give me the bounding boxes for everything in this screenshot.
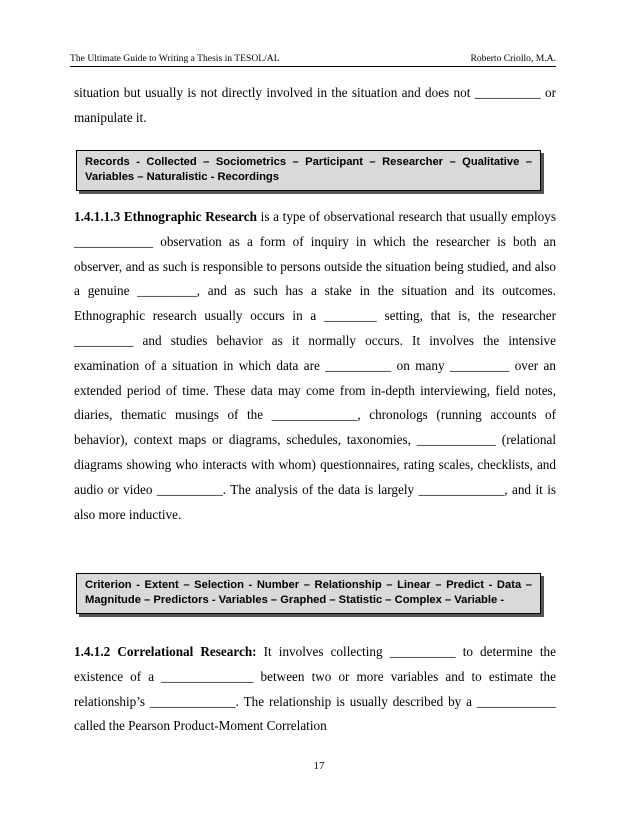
paragraph-continuation [74,81,556,131]
paragraph-text: situation but usually is not directly involved in the situation and does not __________ or manipulate it. [74,85,556,125]
header-author: Roberto Criollo, M.A. [470,53,556,64]
ethnographic-research-section [74,205,556,527]
word-bank-text: Records - Collected – Sociometrics – Participant – Researcher – Qualitative – Variables – Naturalistic - Recordings [85,156,532,183]
running-header [70,52,556,67]
section-body: is a type of observational research that usually employs ____________ observation as a form of inquiry in which the researcher is both an observer, and as such is responsible to persons outside the situation being studied, and also a genuine _________, and as such has a stake in the situation and its outcomes. Ethnographic research usually occurs in a ________ setting, that is, the researcher _________ and studies behavior as it normally occurs. It involves the intensive examination of a situation in which data are __________ on many _________ over an extended period of time. These data may come from in-depth interviewing, field notes, diaries, thematic musings of the _____________, chronologs (running accounts of behavior), context maps or diagrams, schedules, taxonomies, ____________ (relational diagrams showing who interacts with whom) questionnaires, rating scales, checklists, and audio or video __________. The analysis of the data is largely _____________, and it is also more inductive. [74,209,556,522]
word-bank-text: Criterion - Extent – Selection - Number – Relationship – Linear – Predict - Data – Magnitude – Predictors - Variables – Graphed – Statistic – Complex – Variable - [85,579,532,606]
section-heading: 1.4.1.1.3 Ethnographic Research [74,209,257,224]
word-bank-box-2 [76,573,541,614]
header-title: The Ultimate Guide to Writing a Thesis in TESOL/AL [70,53,280,64]
word-bank-box-1 [76,150,541,191]
correlational-research-section [74,640,556,739]
section-body: It involves collecting __________ to determine the existence of a ______________ between two or more variables and to estimate the relationship’s _____________. The relationship is usually described by a ____________ called the Pearson Product-Moment Correlation [74,644,556,734]
page-number: 17 [313,760,325,772]
section-paragraph [74,640,556,739]
section-paragraph [74,205,556,527]
section-heading: 1.4.1.2 Correlational Research: [74,644,257,659]
